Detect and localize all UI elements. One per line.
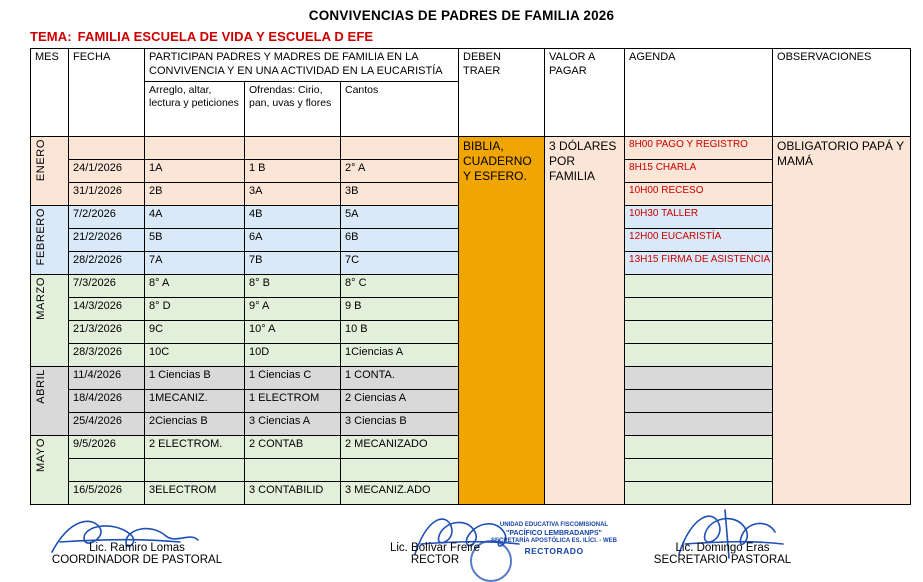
cantos-cell: 5A <box>341 205 459 228</box>
table-row <box>31 136 911 159</box>
signature-name: Lic. Ramiro Lomas <box>89 542 185 554</box>
ofrendas-cell <box>245 136 341 159</box>
arreglo-cell: 8° A <box>145 274 245 297</box>
cantos-cell: 8° C <box>341 274 459 297</box>
month-cell <box>31 205 69 274</box>
theme-line <box>30 29 923 44</box>
header-deben-traer: DEBEN TRAER <box>459 49 545 137</box>
date-cell: 21/3/2026 <box>69 320 145 343</box>
ofrendas-cell: 8° B <box>245 274 341 297</box>
cantos-cell: 6B <box>341 228 459 251</box>
month-cell <box>31 136 69 205</box>
month-label: ENERO <box>35 138 47 181</box>
ofrendas-cell: 1 B <box>245 159 341 182</box>
cantos-cell <box>341 458 459 481</box>
cantos-cell: 3B <box>341 182 459 205</box>
agenda-cell: 10H00 RECESO <box>625 182 773 205</box>
agenda-cell <box>625 297 773 320</box>
agenda-cell <box>625 412 773 435</box>
ofrendas-cell: 3A <box>245 182 341 205</box>
signature-role: COORDINADOR DE PASTORAL <box>51 554 223 566</box>
cantos-cell: 3 MECANIZ.ADO <box>341 481 459 504</box>
ofrendas-cell: 2 CONTAB <box>245 435 341 458</box>
month-cell <box>31 435 69 504</box>
date-cell: 28/3/2026 <box>69 343 145 366</box>
ofrendas-cell <box>245 458 341 481</box>
date-cell: 7/3/2026 <box>69 274 145 297</box>
arreglo-cell: 1A <box>145 159 245 182</box>
agenda-cell: 8H00 PAGO Y REGISTRO <box>625 136 773 159</box>
date-cell: 28/2/2026 <box>69 251 145 274</box>
ofrendas-cell: 7B <box>245 251 341 274</box>
stamp-line-1: UNIDAD EDUCATIVA FISCOMISIONAL <box>499 522 609 528</box>
stamp-line-2: "PACÍFICO LEMBRADANPS" <box>506 529 602 537</box>
arreglo-cell: 9C <box>145 320 245 343</box>
arreglo-cell: 3ELECTROM <box>145 481 245 504</box>
signature-role: SECRETARIO PASTORAL <box>653 554 792 566</box>
date-cell: 7/2/2026 <box>69 205 145 228</box>
signature-block-coordinador <box>22 542 252 566</box>
cantos-cell: 2 Ciencias A <box>341 389 459 412</box>
header-mes: MES <box>31 49 69 137</box>
ofrendas-cell: 10D <box>245 343 341 366</box>
ofrendas-cell: 3 Ciencias A <box>245 412 341 435</box>
arreglo-cell: 5B <box>145 228 245 251</box>
header-participan: PARTICIPAN PADRES Y MADRES DE FAMILIA EN LA CONVIVENCIA Y EN UNA ACTIVIDAD EN LA EUCARISTÍA <box>145 49 459 82</box>
signature-name: Lic. Domingo Eras <box>675 542 770 554</box>
date-cell: 11/4/2026 <box>69 366 145 389</box>
theme-text: FAMILIA ESCUELA DE VIDA Y ESCUELA D EFE <box>77 29 374 44</box>
observaciones-cell: OBLIGATORIO PAPÁ Y MAMÁ <box>773 136 911 504</box>
signature-name: Lic. Bolívar Freire <box>389 542 481 554</box>
stamp-line-4: RECTORADO <box>524 545 584 556</box>
month-label: FEBRERO <box>35 207 47 265</box>
arreglo-cell: 2B <box>145 182 245 205</box>
arreglo-cell: 10C <box>145 343 245 366</box>
deben-traer-cell: BIBLIA, CUADERNO Y ESFERO. <box>459 136 545 504</box>
cantos-cell: 2 MECANIZADO <box>341 435 459 458</box>
month-label: MARZO <box>35 276 47 320</box>
arreglo-cell <box>145 136 245 159</box>
agenda-cell: 10H30 TALLER <box>625 205 773 228</box>
cantos-cell: 1 CONTA. <box>341 366 459 389</box>
agenda-cell <box>625 320 773 343</box>
cantos-cell: 9 B <box>341 297 459 320</box>
header-agenda: AGENDA <box>625 49 773 137</box>
arreglo-cell: 2 ELECTROM. <box>145 435 245 458</box>
ofrendas-cell: 1 Ciencias C <box>245 366 341 389</box>
header-observaciones: OBSERVACIONES <box>773 49 911 137</box>
agenda-cell: 13H15 FIRMA DE ASISTENCIA <box>625 251 773 274</box>
header-sub-cantos: Cantos <box>341 81 459 136</box>
agenda-cell <box>625 366 773 389</box>
date-cell: 18/4/2026 <box>69 389 145 412</box>
date-cell: 14/3/2026 <box>69 297 145 320</box>
cantos-cell: 2° A <box>341 159 459 182</box>
date-cell: 21/2/2026 <box>69 228 145 251</box>
arreglo-cell: 8° D <box>145 297 245 320</box>
page-title: CONVIVENCIAS DE PADRES DE FAMILIA 2026 <box>308 8 615 23</box>
signature-role: RECTOR <box>410 554 460 566</box>
arreglo-cell: 1MECANIZ. <box>145 389 245 412</box>
ofrendas-cell: 3 CONTABILID <box>245 481 341 504</box>
arreglo-cell: 1 Ciencias B <box>145 366 245 389</box>
agenda-cell <box>625 274 773 297</box>
arreglo-cell: 7A <box>145 251 245 274</box>
arreglo-cell: 2Ciencias B <box>145 412 245 435</box>
ofrendas-cell: 4B <box>245 205 341 228</box>
agenda-cell <box>625 458 773 481</box>
month-cell <box>31 274 69 366</box>
agenda-cell <box>625 343 773 366</box>
valor-cell: 3 DÓLARES POR FAMILIA <box>545 136 625 504</box>
date-cell: 25/4/2026 <box>69 412 145 435</box>
agenda-cell: 12H00 EUCARISTÍA <box>625 228 773 251</box>
cantos-cell: 7C <box>341 251 459 274</box>
cantos-cell: 3 Ciencias B <box>341 412 459 435</box>
theme-label: TEMA: <box>30 29 72 44</box>
date-cell: 31/1/2026 <box>69 182 145 205</box>
date-cell <box>69 136 145 159</box>
ofrendas-cell: 10° A <box>245 320 341 343</box>
date-cell: 9/5/2026 <box>69 435 145 458</box>
table-body <box>31 136 911 504</box>
agenda-cell <box>625 389 773 412</box>
month-label: ABRIL <box>35 368 47 404</box>
agenda-cell: 8H15 CHARLA <box>625 159 773 182</box>
month-cell <box>31 366 69 435</box>
signature-block-secretario <box>615 542 830 566</box>
date-cell: 24/1/2026 <box>69 159 145 182</box>
cantos-cell: 10 B <box>341 320 459 343</box>
arreglo-cell: 4A <box>145 205 245 228</box>
signature-area <box>0 512 923 580</box>
header-sub-arreglo: Arreglo, altar, lectura y peticiones <box>145 81 245 136</box>
schedule-table <box>30 48 911 505</box>
date-cell <box>69 458 145 481</box>
month-label: MAYO <box>35 437 47 472</box>
arreglo-cell <box>145 458 245 481</box>
header-valor: VALOR A PAGAR <box>545 49 625 137</box>
date-cell: 16/5/2026 <box>69 481 145 504</box>
ofrendas-cell: 9° A <box>245 297 341 320</box>
ofrendas-cell: 1 ELECTROM <box>245 389 341 412</box>
cantos-cell <box>341 136 459 159</box>
signature-block-rector <box>360 542 510 566</box>
cantos-cell: 1Ciencias A <box>341 343 459 366</box>
agenda-cell <box>625 435 773 458</box>
ofrendas-cell: 6A <box>245 228 341 251</box>
header-sub-ofrendas: Ofrendas: Cirio, pan, uvas y flores <box>245 81 341 136</box>
stamp-line-3: SECRETARÍA APOSTÓLICA ES. ILÍCI. - WEB <box>491 538 617 545</box>
header-fecha: FECHA <box>69 49 145 137</box>
agenda-cell <box>625 481 773 504</box>
